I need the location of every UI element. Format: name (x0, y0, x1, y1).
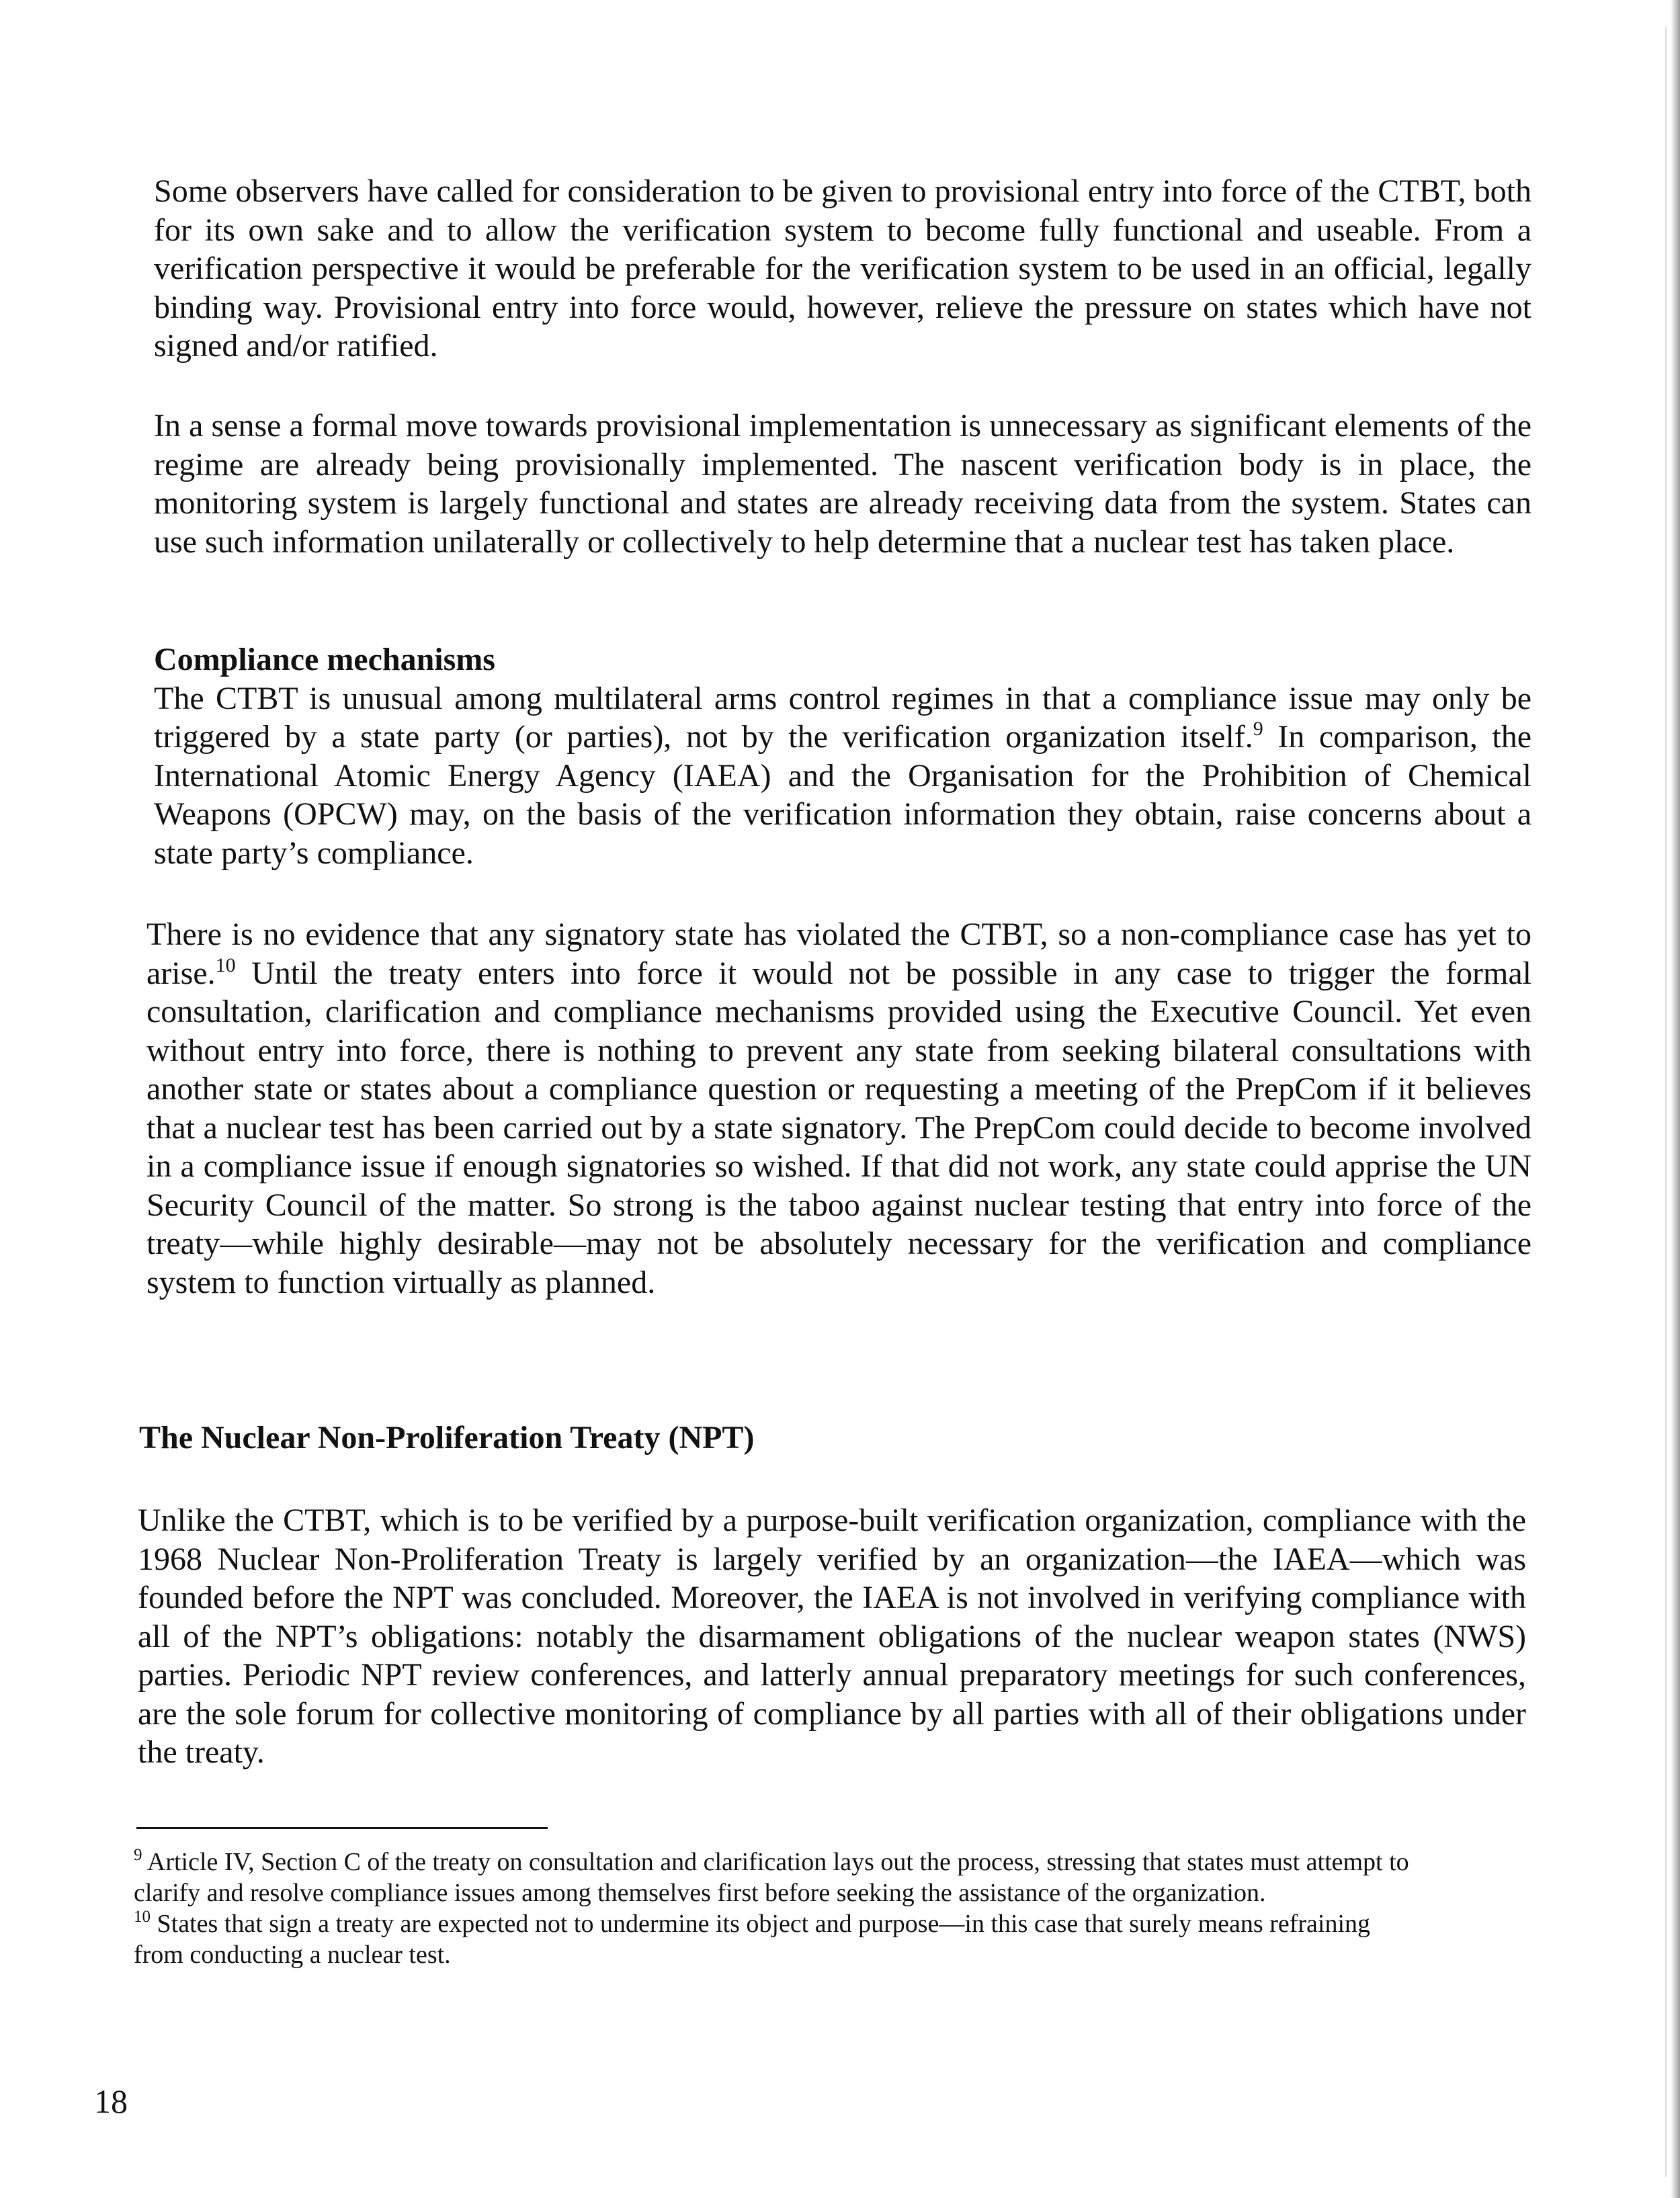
paragraph-no-evidence (146, 915, 1531, 1302)
footnote-10 (134, 1908, 1411, 1970)
paragraph-npt: Unlike the CTBT, which is to be verified by a purpose-built verification organization, compliance with the 1968 Nuclear Non-Proliferation Treaty is largely verified by an organization—the IAEA—which was founded before the NPT was concluded. Moreover, the IAEA is not involved in verifying compliance with all of the NPT’s obligations: notably the disarmament obligations of the nuclear weapon states (NWS) parties. Periodic NPT review conferences, and latterly annual preparatory meetings for such conferences, are the sole forum for collective monitoring of compliance by all parties with all of their obligations under the treaty. (138, 1503, 1526, 1770)
compliance-mechanisms-heading: Compliance mechanisms (154, 642, 495, 677)
footnotes (134, 1847, 1411, 1970)
footnote-9 (134, 1847, 1411, 1908)
section-compliance-mechanisms (154, 640, 1531, 872)
npt-heading: The Nuclear Non-Proliferation Treaty (NPT) (139, 1420, 755, 1455)
scan-edge-line (1665, 27, 1667, 2177)
footnote-ref-9: 9 (1253, 718, 1263, 740)
footnote-10-text: States that sign a treaty are expected not to undermine its object and purpose—in this case that surely means refraining from conducting a nuclear test. (134, 1910, 1371, 1969)
page-number: 18 (94, 2082, 128, 2120)
paragraph-compliance-text-b: In comparison, the International Atomic Energy Agency (IAEA) and the Organisation for the Prohibition of Chemical Weapons (OPCW) may, on the basis of the verification information they obtain, raise concerns about a state party’s compliance. (154, 719, 1531, 871)
paragraph-no-evidence-text-a: There is no evidence that any signatory state has violated the CTBT, so a non-compliance case has yet to arise. (146, 917, 1531, 991)
footnote-divider (136, 1827, 548, 1829)
paragraph-provisional-entry: Some observers have called for consideration to be given to provisional entry into force of the CTBT, both for its own sake and to allow the verification system to become fully functional and useable. From a verification perspective it would be preferable for the verification system to be used in an official, legally binding way. Provisional entry into force would, however, relieve the pressure on states which have not signed and/or ratified. (154, 173, 1531, 364)
footnote-marker-10: 10 (134, 1908, 151, 1926)
paragraph-no-evidence-text-b: Until the treaty enters into force it would not be possible in any case to trigger the formal consultation, clarification and compliance mechanisms provided using the Executive Council. Yet even without entry into force, there is nothing to prevent any state from seeking bilateral consultations with another state or states about a compliance question or requesting a meeting of the PrepCom if it believes that a nuclear test has been carried out by a state signatory. The PrepCom could decide to become involved in a compliance issue if enough signatories so wished. If that did not work, any state could apprise the UN Security Council of the matter. So strong is the taboo against nuclear testing that entry into force of the treaty—while highly desirable—may not be absolutely necessary for the verification and compliance system to function virtually as planned. (146, 955, 1531, 1300)
footnote-9-text: Article IV, Section C of the treaty on consultation and clarification lays out the process, stressing that states must attempt to clarify and resolve compliance issues among themselves first before seeking the assistance of the organization. (134, 1848, 1409, 1907)
paragraph-compliance-text-a: The CTBT is unusual among multilateral arms control regimes in that a compliance issue may only be triggered by a state party (or parties), not by the verification organization itself. (154, 680, 1531, 755)
footnote-marker-9: 9 (134, 1846, 142, 1864)
paragraph-provisional-implementation: In a sense a formal move towards provisional implementation is unnecessary as significant elements of the regime are already being provisionally implemented. The nascent verification body is in place, the monitoring system is largely functional and states are already receiving data from the system. States can use such information unilaterally or collectively to help determine that a nuclear test has taken place. (154, 408, 1531, 560)
footnote-ref-10: 10 (215, 954, 236, 976)
scan-edge-shadow (1671, 0, 1680, 2198)
